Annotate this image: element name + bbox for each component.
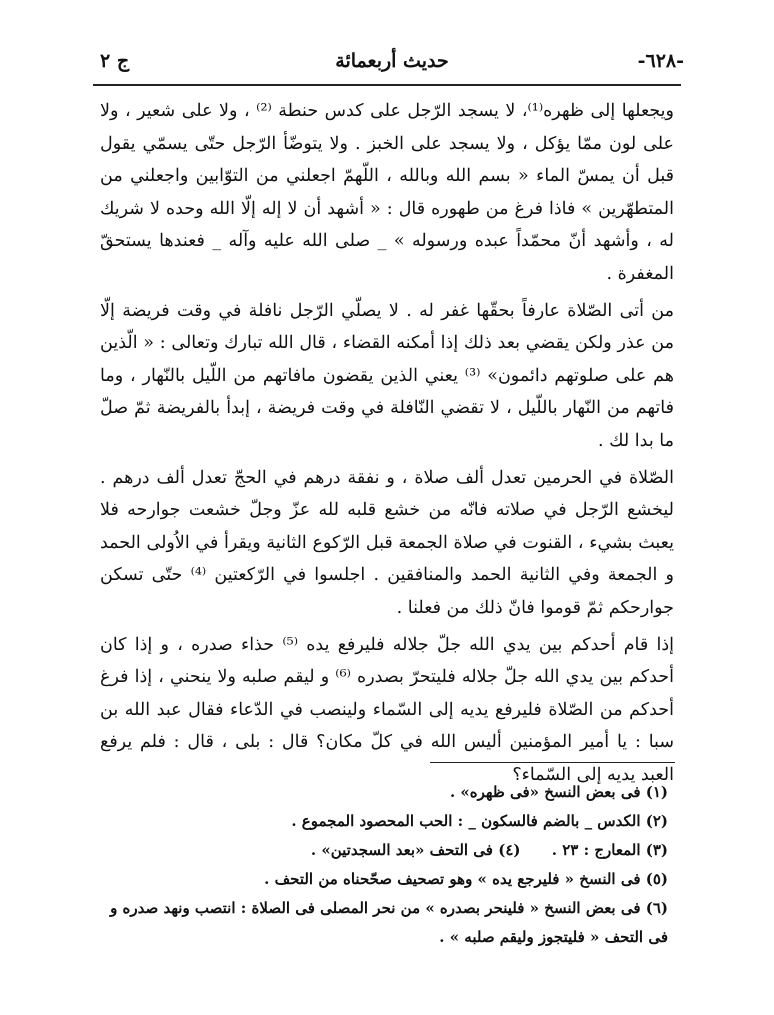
paragraph-4: إذا قام أحدكم بين يدي الله جلّ جلاله فليرفع يده ⁽⁵⁾ حذاء صدره ، و إذا كان أحدكم بين يدي الله جلّ جلاله فليتحرّ بصدره ⁽⁶⁾ و ليقم صلبه ولا ينحني ، إذا فرغ أحدكم من الصّلاة فليرفع يديه إلى السّماء ولينصب في الدّعاء فقال عبد الله بن سبا : يا أمير المؤمنين أليس الله في كلّ مكان؟ قال : بلى ، قال : فلم يرفع العبد يديه إلى السّماء؟	[100, 634, 674, 785]
footnote-2: (٢) الكدس _ بالضم فالسكون _ : الحب المحصود المجموع .	[291, 812, 668, 830]
footnote-5: (٥) فى النسخ « فليرجع يده » وهو تصحيف صحّحناه من التحف .	[264, 870, 668, 888]
footnotes	[100, 778, 674, 952]
header-divider	[93, 84, 681, 86]
paragraph-1: ويجعلها إلى ظهره⁽¹⁾، لا يسجد الرّجل على كدس حنطة ⁽²⁾ ، ولا على شعير ، ولا على لون ممّا يؤكل ، ولا يسجد على الخبز . ولا يتوضّأ الرّجل حتّى يسمّي يقول قبل أن يمسّ الماء « بسم الله وبالله ، اللّهمّ اجعلني من التوّابين واجعلني من المتطهّرين » فاذا فرغ من طهوره قال : « أشهد أن لا إله إلّا الله وحده لا شريك له ، وأشهد أنّ محمّداً عبده ورسوله » _ صلى الله عليه وآله _ فعندها يستحقّ المغفرة .	[100, 101, 675, 284]
main-text	[100, 95, 674, 795]
footnote-divider	[430, 762, 675, 763]
page-number: -٦٢٨-	[637, 50, 684, 72]
footnote-6: (٦) فى بعض النسخ « فلينحر بصدره » من نحر المصلى فى الصلاة : انتصب ونهد صدره و فى التحف « فليتجوز وليقم صلبه » .	[110, 899, 668, 946]
footnote-3-4: (٣) المعارج : ٢٣ . (٤) فى التحف «بعد السجدتين» .	[310, 841, 668, 859]
volume-label: ج ٢	[100, 50, 130, 72]
footnote-1: (١) فى بعض النسخ «فى ظهره» .	[449, 783, 668, 801]
running-title: حديث أربعمائة	[335, 50, 449, 72]
page-header	[100, 40, 684, 80]
paragraph-3: الصّلاة في الحرمين تعدل ألف صلاة ، و نفقة درهم في الحجّ تعدل ألف درهم . ليخشع الرّجل في صلاته فانّه من خشع قلبه لله عزّ وجلّ خشعت جوارحه فلا يعبث بشيء ، القنوت في صلاة الجمعة قبل الرّكوع الثانية ويقرأ في الاُولى الحمد و الجمعة وفي الثانية الحمد والمنافقين . اجلسوا في الرّكعتين ⁽⁴⁾ حتّى تسكن جوارحكم ثمّ قوموا فانّ ذلك من فعلنا .	[100, 467, 674, 618]
paragraph-2: من أتى الصّلاة عارفاً بحقّها غفر له . لا يصلّي الرّجل نافلة في وقت فريضة إلّا من عذر ولكن يقضي بعد ذلك إذا أمكنه القضاء ، قال الله تبارك وتعالى : « الّذين هم على صلوتهم دائمون» ⁽³⁾ يعني الذين يقضون مافاتهم من اللّيل بالنّهار ، وما فاتهم من النّهار باللّيل ، لا تقضي النّافلة في وقت فريضة ، إبدأ بالفريضة ثمّ صلّ ما بدا لك .	[100, 300, 674, 451]
